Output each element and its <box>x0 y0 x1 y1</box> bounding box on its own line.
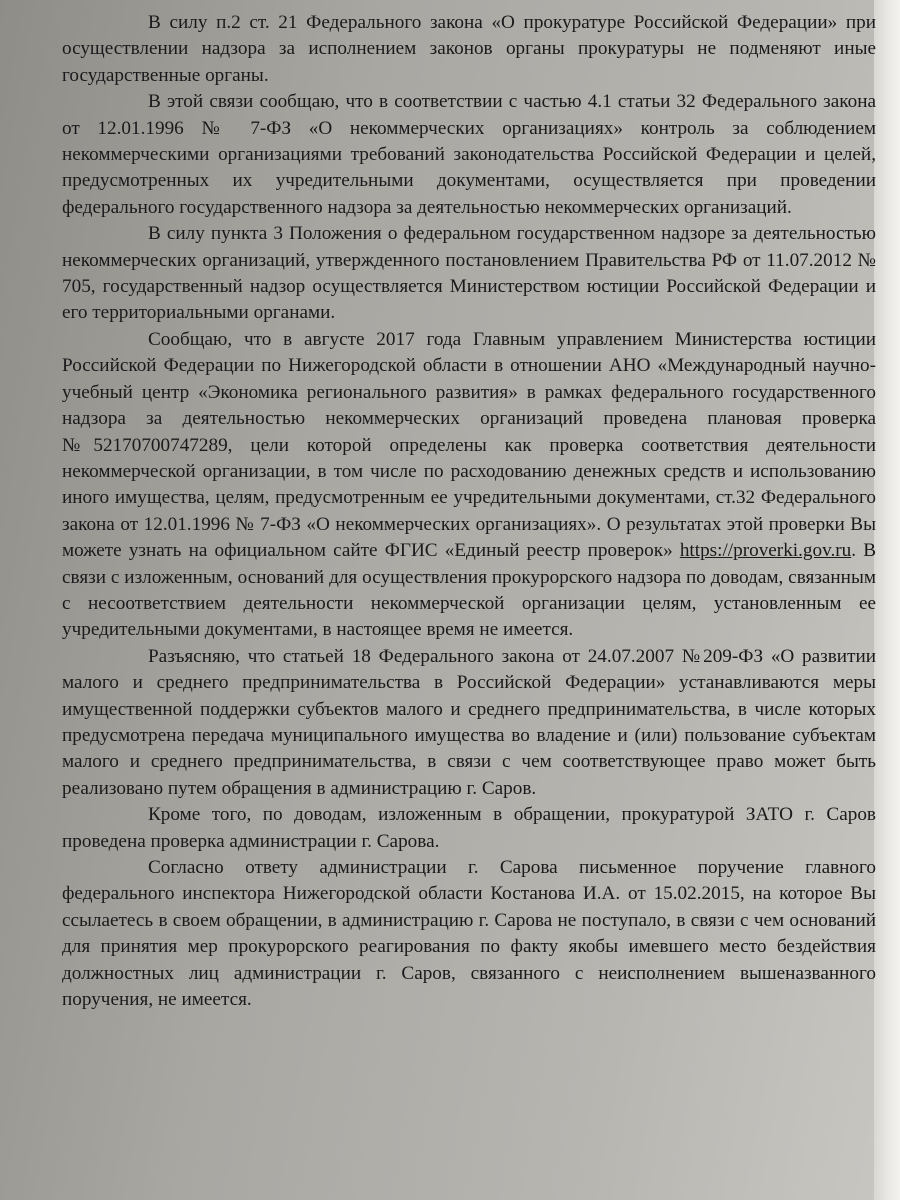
paragraph-sme-support: Разъясняю, что статьей 18 Федерального закона от 24.07.2007 №209-ФЗ «О развитии малого и среднего предпринимательства в Российской Федерации» устанавливаются меры имущественной поддержки субъектов малого и среднего предпринимательства, в числе которых предусмотрена передача муниципального имущества во владение и (или) пользование субъектам малого и среднего предпринимательства, в связи с чем соответствующее право может быть реализовано путем обращения в администрацию г. Саров. <box>62 645 876 799</box>
paragraph-inspection-results <box>62 327 876 644</box>
paragraph-prosecutor-role: В силу п.2 ст. 21 Федерального закона «О прокуратуре Российской Федерации» при осуществлении надзора за исполнением законов органы прокуратуры не подменяют иные государственные органы. <box>62 12 876 86</box>
paragraph-administration-answer: Согласно ответу администрации г. Сарова письменное поручение главного федерального инспектора Нижегородской области Костанова И.А. от 15.02.2015, на которое Вы ссылаетесь в своем обращении, в администрацию г. Сарова не поступало, в связи с чем оснований для принятия мер прокурорского реагирования по факту якобы имевшего место бездействия должностных лиц администрации г. Саров, связанного с неисполнением вышеназванного поручения, не имеется. <box>62 857 876 1011</box>
paragraph-nko-control: В этой связи сообщаю, что в соответствии с частью 4.1 статьи 32 Федерального закона от 12.01.1996 № 7-ФЗ «О некоммерческих организациях» контроль за соблюдением некоммерческими организациями требований законодательства Российской Федерации и целей, предусмотренных их учредительными документами, осуществляется при проведении федерального государственного надзора за деятельностью некоммерческих организаций. <box>62 91 876 218</box>
paragraph-supervision-authority: В силу пункта 3 Положения о федеральном государственном надзоре за деятельностью некоммерческих организаций, утвержденного постановлением Правительства РФ от 11.07.2012 № 705, государственный надзор осуществляется Министерством юстиции Российской Федерации и его территориальными органами. <box>62 223 876 324</box>
inspection-text-after: . В связи с изложенным, оснований для осуществления прокурорского надзора по доводам, связанным с несоответствием деятельности некоммерческой организации целям, установленным ее учредительными документами, в настоящее время не имеется. <box>62 540 876 641</box>
letter-body <box>62 10 876 1013</box>
inspection-text-before: Сообщаю, что в августе 2017 года Главным управлением Министерства юстиции Российской Федерации по Нижегородской области в отношении АНО «Международный научно-учебный центр «Экономика регионального развития» в рамках федерального государственного надзора за деятельностью некоммерческих организаций проведена плановая проверка №52170700747289, цели которой определены как проверка соответствия деятельности некоммерческой организации, в том числе по расходованию денежных средств и использованию иного имущества, целям, предусмотренным ее учредительными документами, ст.32 Федерального закона от 12.01.1996 № 7-ФЗ «О некоммерческих организациях». О результатах этой проверки Вы можете узнать на официальном сайте ФГИС «Единый реестр проверок» <box>62 328 876 562</box>
next-page-edge <box>874 0 900 1200</box>
proverki-link[interactable]: https://proverki.gov.ru <box>679 540 852 562</box>
paragraph-administration-check: Кроме того, по доводам, изложенным в обращении, прокуратурой ЗАТО г. Саров проведена проверка администрации г. Сарова. <box>62 804 876 852</box>
